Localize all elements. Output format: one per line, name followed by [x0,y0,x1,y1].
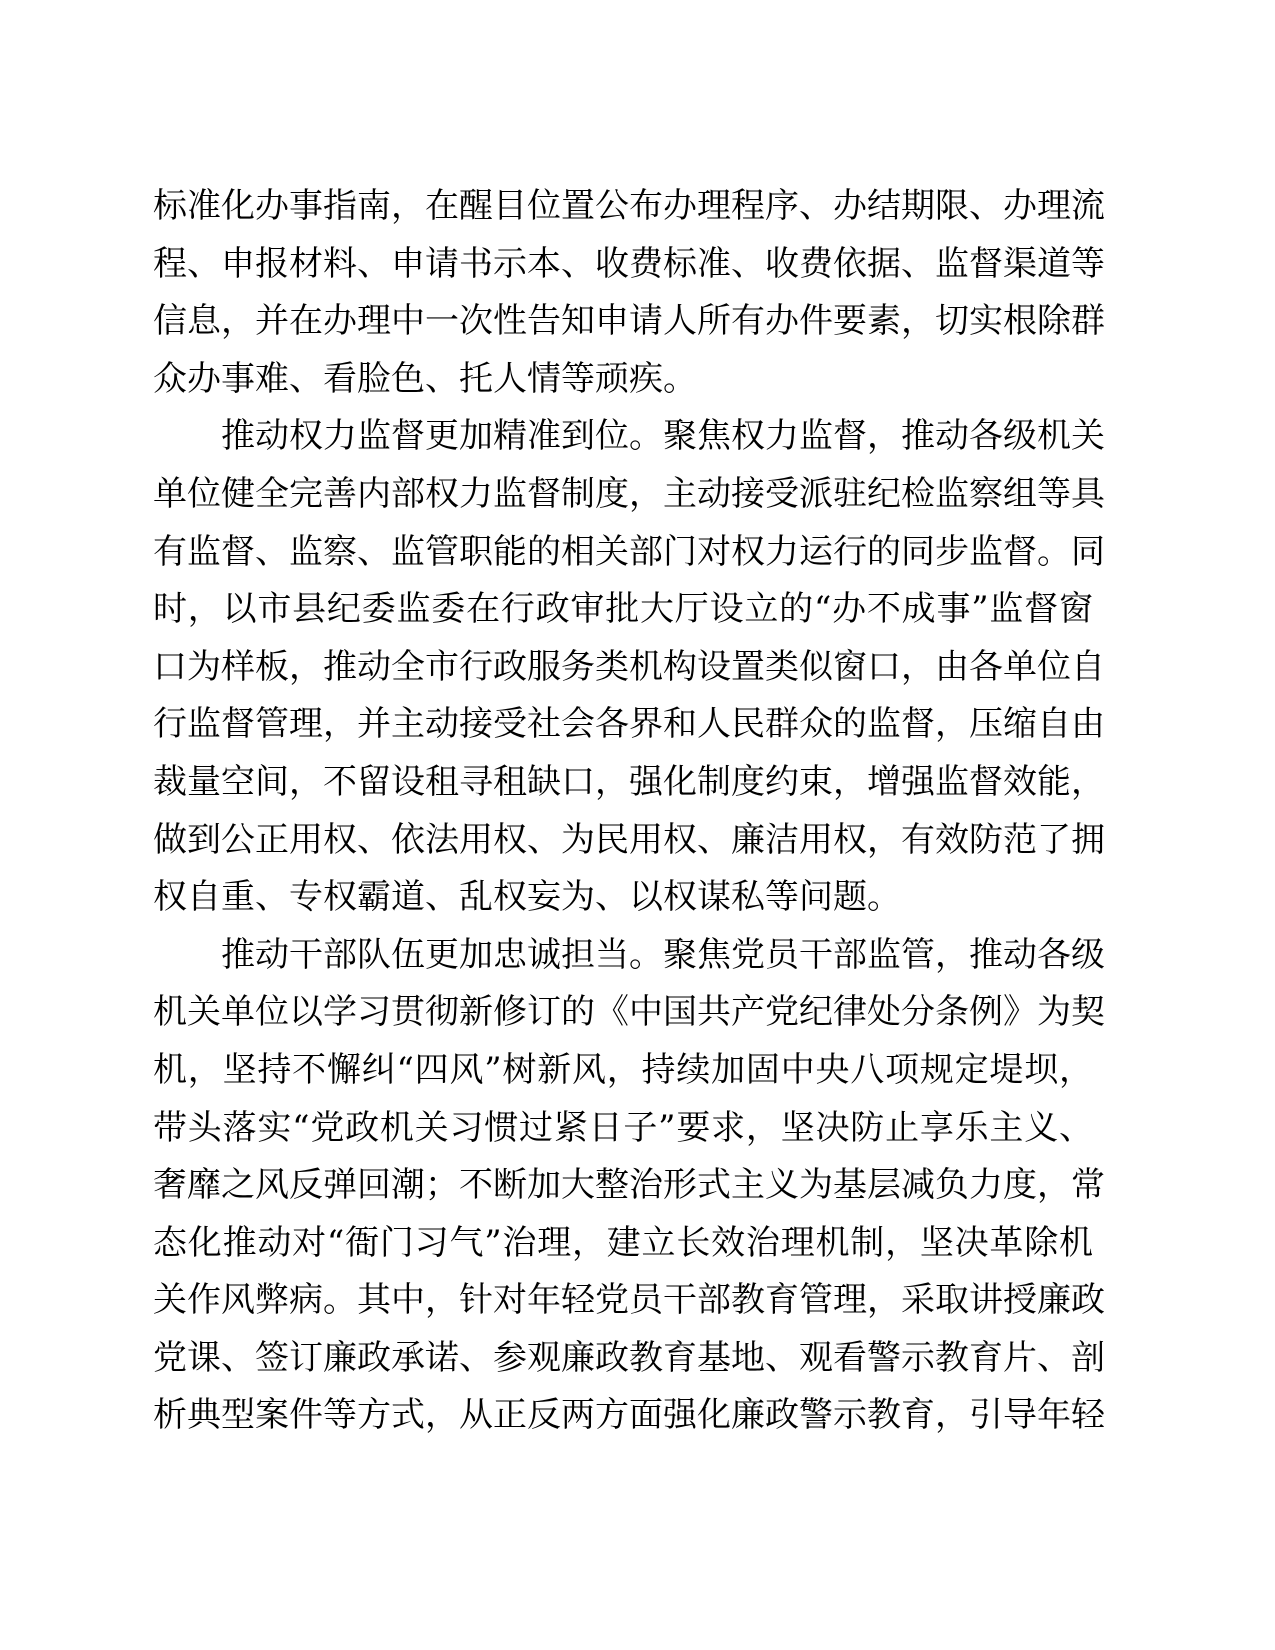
text-line: 众办事难、看脸色、托人情等顽疾。 [153,358,697,399]
document-body [153,178,1105,1445]
text-line: 信息，并在办理中一次性告知申请人所有办件要素，切实根除群 [153,301,1105,342]
text-line: 推动干部队伍更加忠诚担当。聚焦党员干部监管，推动各级 [221,934,1105,975]
text-line: 权自重、专权霸道、乱权妄为、以权谋私等问题。 [153,877,901,918]
text-line: 析典型案件等方式，从正反两方面强化廉政警示教育，引导年轻 [153,1395,1105,1436]
text-line: 机，坚持不懈纠“四风”树新风，持续加固中央八项规定堤坝， [153,1049,1093,1090]
text-line: 裁量空间，不留设租寻租缺口，强化制度约束，增强监督效能， [153,761,1105,802]
text-line: 奢靡之风反弹回潮；不断加大整治形式主义为基层减负力度，常 [153,1165,1105,1206]
text-line: 口为样板，推动全市行政服务类机构设置类似窗口，由各单位自 [153,646,1105,687]
text-line: 做到公正用权、依法用权、为民用权、廉洁用权，有效防范了拥 [153,819,1105,860]
paragraph [153,178,1105,408]
text-line: 态化推动对“衙门习气”治理，建立长效治理机制，坚决革除机 [153,1222,1093,1263]
text-line: 单位健全完善内部权力监督制度，主动接受派驻纪检监察组等具 [153,473,1105,514]
text-line: 时，以市县纪委监委在行政审批大厅设立的“办不成事”监督窗 [153,589,1093,630]
text-line: 有监督、监察、监管职能的相关部门对权力运行的同步监督。同 [153,531,1105,572]
paragraph [153,408,1105,926]
text-line: 关作风弊病。其中，针对年轻党员干部教育管理，采取讲授廉政 [153,1280,1105,1321]
text-line: 党课、签订廉政承诺、参观廉政教育基地、观看警示教育片、剖 [153,1337,1105,1378]
text-line: 带头落实“党政机关习惯过紧日子”要求，坚决防止享乐主义、 [153,1107,1093,1148]
text-line: 机关单位以学习贯彻新修订的《中国共产党纪律处分条例》为契 [153,992,1105,1033]
paragraph [153,927,1105,1445]
text-line: 推动权力监督更加精准到位。聚焦权力监督，推动各级机关 [221,416,1105,457]
text-line: 行监督管理，并主动接受社会各界和人民群众的监督，压缩自由 [153,704,1105,745]
text-line: 标准化办事指南，在醒目位置公布办理程序、办结期限、办理流 [153,186,1105,226]
text-line: 程、申报材料、申请书示本、收费标准、收费依据、监督渠道等 [153,243,1105,284]
